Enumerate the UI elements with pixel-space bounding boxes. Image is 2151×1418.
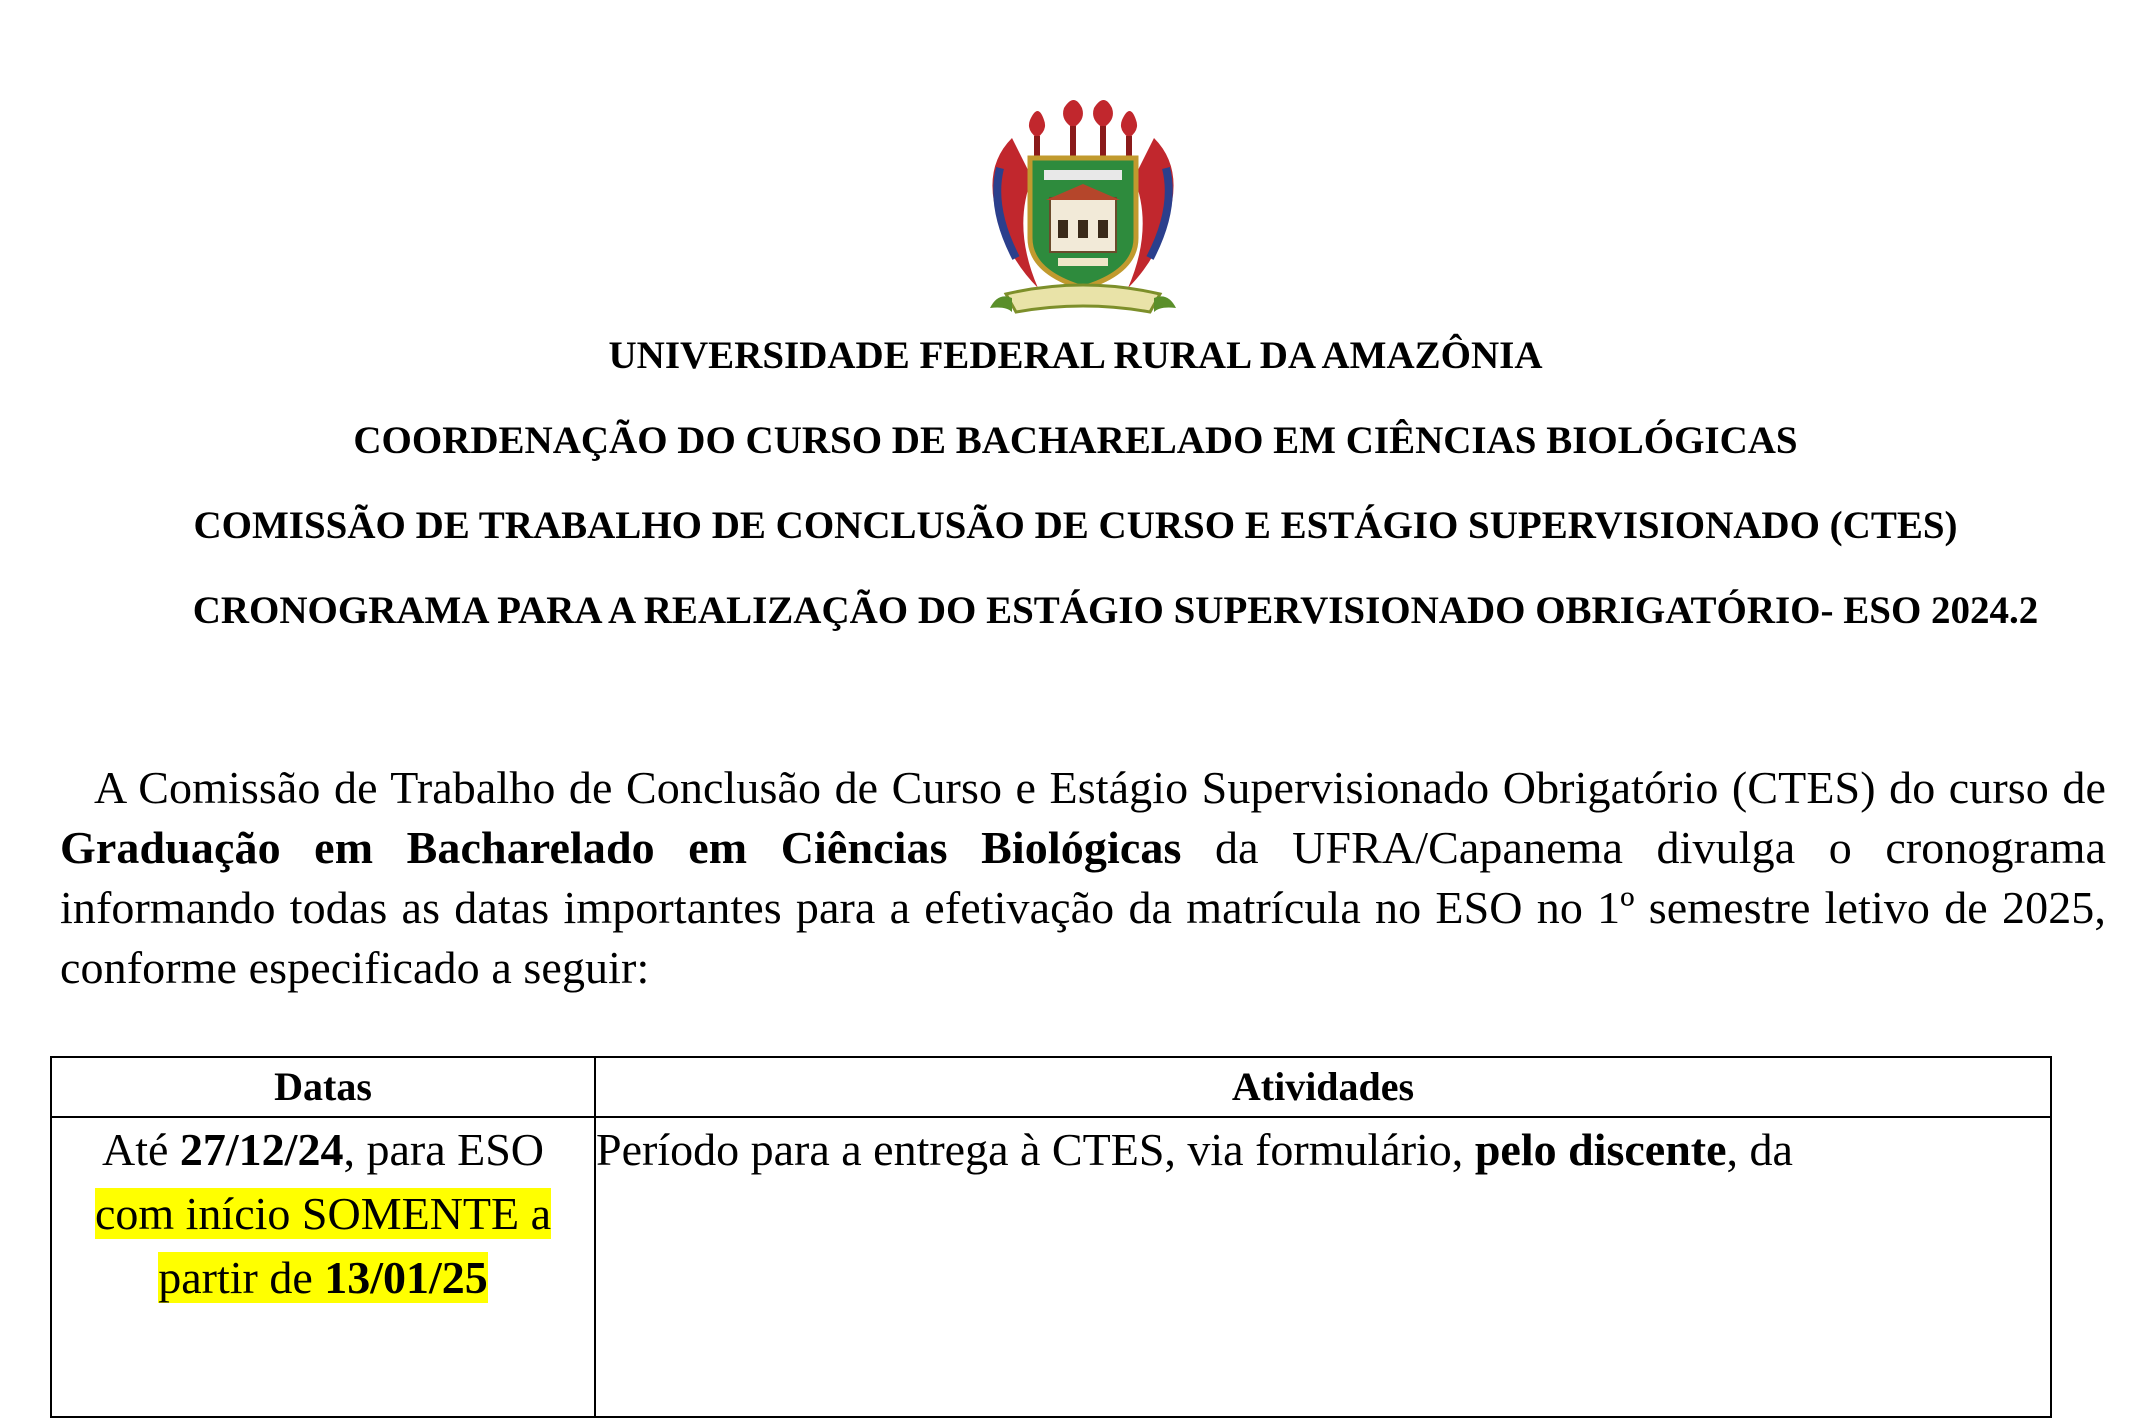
date-suffix: , para ESO <box>343 1124 545 1175</box>
document-title: CRONOGRAMA PARA A REALIZAÇÃO DO ESTÁGIO SUPERVISIONADO OBRIGATÓRIO- ESO 2024.2 <box>192 589 2039 632</box>
activity-bold-text: pelo discente <box>1474 1124 1727 1175</box>
intro-text-1: A Comissão de Trabalho de Conclusão de Curso e Estágio Supervisionado Obrigatório (CTES) do curso de <box>94 762 2106 813</box>
table-header-row <box>51 1057 2051 1117</box>
university-name: UNIVERSIDADE FEDERAL RURAL DA AMAZÔNIA <box>608 334 1543 377</box>
ufra-coat-of-arms-icon <box>972 98 1194 322</box>
highlighted-start-date-line <box>158 1252 488 1303</box>
intro-paragraph <box>60 758 2106 998</box>
intro-text-2: da UFRA/Capanema divulga o cronograma informando todas as datas importantes para a efetivação da matrícula no ESO no 1º semestre letivo de 2025, conforme especificado a seguir: <box>60 822 2106 993</box>
activity-text: Período para a entrega à CTES, via formulário, <box>596 1124 1475 1175</box>
date-cell <box>51 1117 595 1417</box>
column-header-dates: Datas <box>51 1057 595 1117</box>
activity-suffix: , da <box>1726 1124 1793 1175</box>
column-header-activities: Atividades <box>595 1057 2051 1117</box>
highlighted-start-text: com início SOMENTE a <box>94 1188 552 1239</box>
activity-cell <box>595 1117 2051 1417</box>
table-row <box>51 1117 2051 1417</box>
highlighted-from-text: partir de <box>158 1252 325 1303</box>
date-prefix: Até <box>101 1124 180 1175</box>
date-deadline: 27/12/24 <box>179 1124 344 1175</box>
commission-name: COMISSÃO DE TRABALHO DE CONCLUSÃO DE CURSO E ESTÁGIO SUPERVISIONADO (CTES) <box>193 504 1958 547</box>
course-coordination: COORDENAÇÃO DO CURSO DE BACHARELADO EM CIÊNCIAS BIOLÓGICAS <box>353 419 1798 462</box>
schedule-table <box>50 1056 2052 1418</box>
highlighted-start-date: 13/01/25 <box>324 1252 488 1303</box>
intro-course-name: Graduação em Bacharelado em Ciências Biológicas <box>60 822 1182 873</box>
